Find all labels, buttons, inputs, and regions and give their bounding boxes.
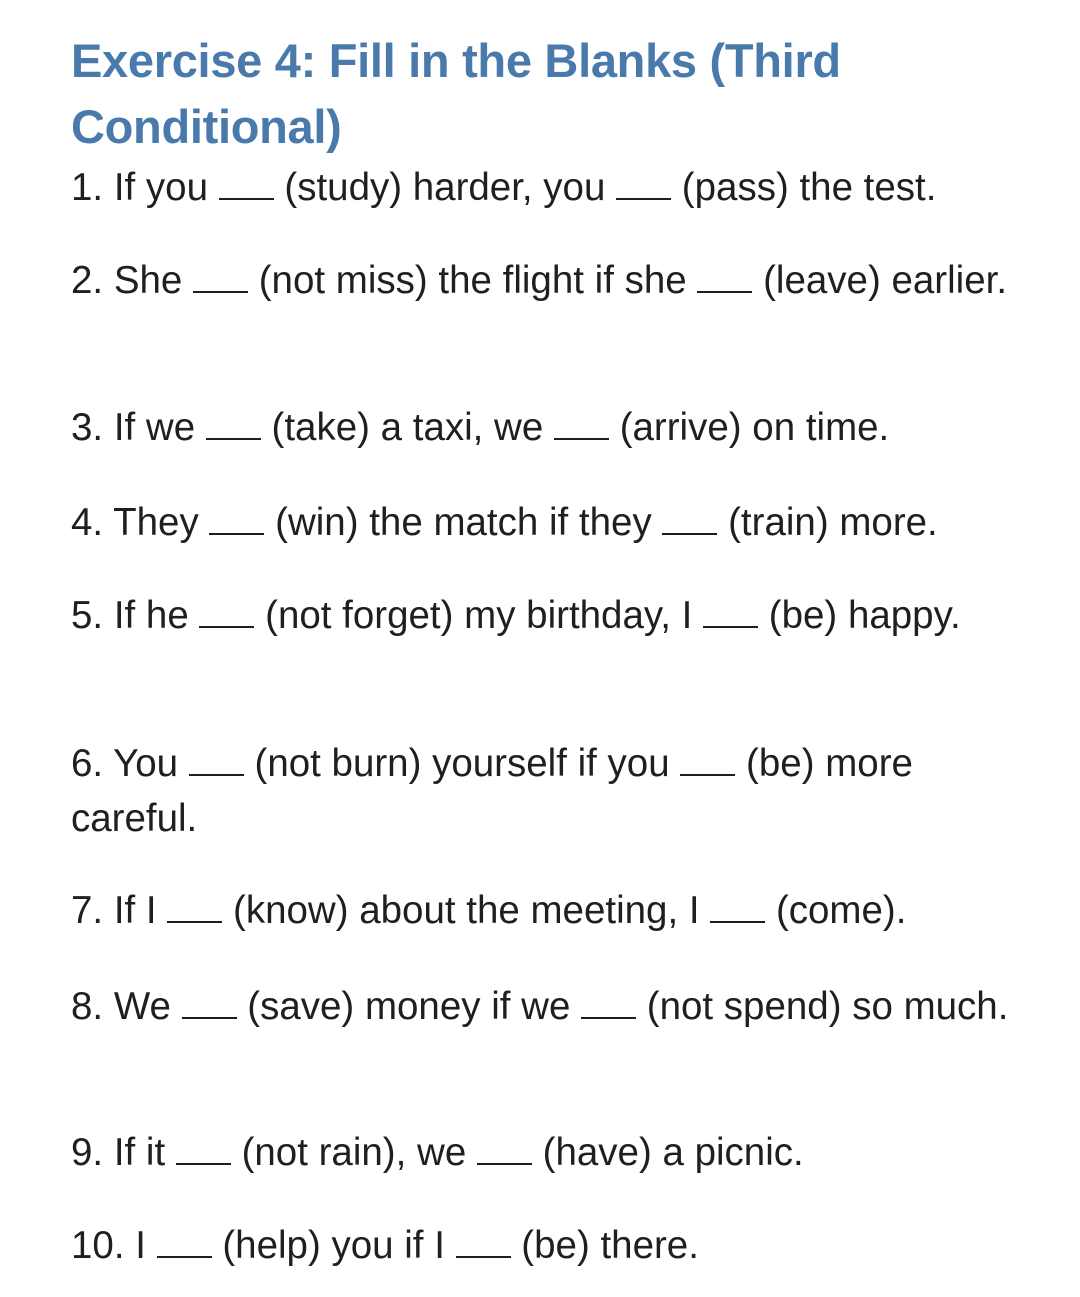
answer-blank[interactable] [209,529,264,535]
question-text-start: If I [113,889,157,932]
question-number: 1. [71,166,104,209]
question-text-end: (arrive) on time. [619,406,890,449]
question-text-middle: (win) the match if they [275,501,652,544]
answer-blank[interactable] [703,622,758,628]
question-7 [71,883,1031,938]
question-text-middle: (take) a taxi, we [271,406,544,449]
answer-blank[interactable] [193,287,248,293]
answer-blank[interactable] [167,917,222,923]
question-number: 6. [71,742,104,785]
question-text-start: If it [113,1131,166,1174]
question-10 [71,1218,1031,1273]
question-text-middle: (not forget) my birthday, I [265,594,693,637]
question-text-end: (be) there. [521,1224,699,1267]
question-6 [71,736,1031,846]
question-text-start: If we [113,406,196,449]
exercise-title: Exercise 4: Fill in the Blanks (Third Conditional) [71,34,841,153]
question-text-middle: (not burn) yourself if you [254,742,670,785]
question-text-middle: (not rain), we [241,1131,467,1174]
question-text-middle: (not miss) the flight if she [258,259,687,302]
answer-blank[interactable] [554,434,609,440]
question-number: 9. [71,1131,104,1174]
question-1 [71,160,1031,215]
answer-blank[interactable] [456,1252,511,1258]
question-number: 4. [71,501,104,544]
answer-blank[interactable] [616,194,671,200]
question-text-start: She [113,259,183,302]
question-text-end: (not spend) so much. [646,985,1009,1028]
answer-blank[interactable] [697,287,752,293]
question-3 [71,400,1031,455]
answer-blank[interactable] [680,770,735,776]
answer-blank[interactable] [199,622,254,628]
answer-blank[interactable] [581,1013,636,1019]
question-text-end: (come). [775,889,907,932]
answer-blank[interactable] [182,1013,237,1019]
answer-blank[interactable] [219,194,274,200]
question-text-start: You [113,742,179,785]
question-text-end: (be) more careful. [71,742,913,840]
question-8 [71,979,1031,1034]
question-5 [71,588,1031,643]
question-text-middle: (save) money if we [247,985,571,1028]
question-text-end: (leave) earlier. [763,259,1008,302]
question-text-start: We [113,985,171,1028]
question-text-start: They [113,501,199,544]
question-9 [71,1125,1031,1180]
question-text-middle: (study) harder, you [284,166,606,209]
answer-blank[interactable] [157,1252,212,1258]
question-text-end: (train) more. [728,501,938,544]
question-number: 3. [71,406,104,449]
answer-blank[interactable] [189,770,244,776]
question-text-start: I [135,1224,146,1267]
answer-blank[interactable] [710,917,765,923]
question-number: 10. [71,1224,125,1267]
question-number: 8. [71,985,104,1028]
question-number: 2. [71,259,104,302]
question-text-end: (have) a picnic. [542,1131,804,1174]
answer-blank[interactable] [477,1159,532,1165]
question-number: 7. [71,889,104,932]
question-text-end: (be) happy. [768,594,961,637]
answer-blank[interactable] [206,434,261,440]
question-text-middle: (help) you if I [222,1224,445,1267]
question-2 [71,253,1031,308]
question-text-middle: (know) about the meeting, I [233,889,700,932]
answer-blank[interactable] [662,529,717,535]
question-text-end: (pass) the test. [681,166,937,209]
answer-blank[interactable] [176,1159,231,1165]
question-text-start: If you [113,166,208,209]
question-text-start: If he [113,594,189,637]
question-4 [71,495,1031,550]
question-number: 5. [71,594,104,637]
